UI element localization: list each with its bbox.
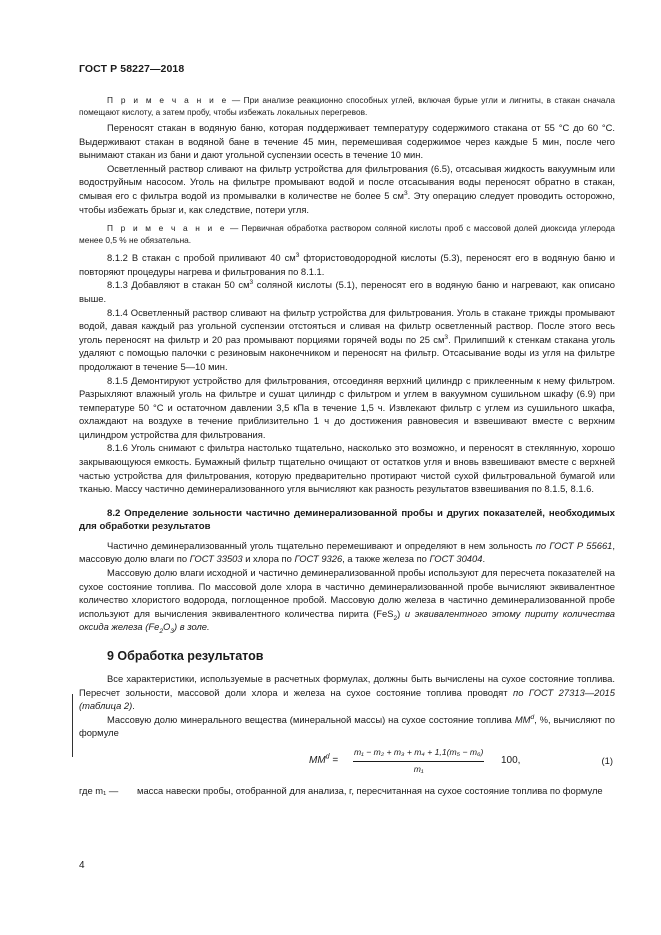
section-heading-9: 9 Обработка результатов: [107, 649, 264, 663]
note-text: — Первичная обработка раствором соляной кислоты проб с массовой долей диоксида углерода менее 0,5 % не обязательна.: [79, 223, 615, 246]
paragraph-water-bath: Переносят стакан в водяную баню, которая поддерживает температуру содержимого стакана от 55 °С до 60 °С. Выдерживают стакан в водяной бане в течение 45 мин, перемешивая содержимое через каждые 5 мин, после чего вынимают стакан из бани и дают угольной суспензии осесть в течение 10 мин.: [79, 122, 615, 161]
formula-number: (1): [601, 754, 613, 766]
paragraph-dry-basis: Все характеристики, используемые в расчетных формулах, должны быть вычислены на сухое состояние топлива. Пересчет зольности, массовой доли хлора и железа на сухое состояние топлива проводят по ГОСТ 27313—2015 (таблица 2).: [79, 673, 615, 712]
paragraph-ash-determination: Частично деминерализованный уголь тщательно перемешивают и определяют в нем зольность по ГОСТ Р 55661, массовую долю влаги по ГОСТ 33503 и хлора по ГОСТ 9326, а также железа по ГОСТ 30404.: [79, 539, 615, 565]
document-body: [79, 94, 615, 798]
paragraph-moisture-use: Массовую долю влаги исходной и частично деминерализованной пробы используют для пересчета показателей на сухое состояние топлива. По массовой доле хлора в частично деминерализованной пробе вычисляют эквивалентное количество хлористого водорода, поглощенное пробой. Массовую долю железа в частично деминерализованной пробе используют для вычисления эквивалентного количества пирита (FeS$_2$) и эквивалентного этому пириту количества оксида железа $(Fe_2O_3)$ в золе.: [79, 567, 615, 636]
formula-numerator: m₁ − m₂ + m₃ + m₄ + 1,1(m₅ − m₆): [353, 746, 484, 762]
standard-ref: по ГОСТ 27313—2015 (таблица 2): [79, 686, 615, 712]
change-bar: [72, 694, 73, 757]
clause-8-1-4: 8.1.4 Осветленный раствор сливают на фильтр устройства для фильтрования. Уголь в стакане трижды промывают водой, давая каждый раз угольной суспензии отстояться и сливая на фильтр осветленный раствор. После этого весь уголь переносят на фильтр и 20 раз промывают порциями горячей воды по 25 $см^3$. Прилипший к стенкам стакана уголь удаляют с помощью палочки с резиновым наконечником и переносят на фильтр. Отсасывание воды из угля на фильтре продолжают в течение 5—10 мин.: [79, 306, 616, 372]
standard-ref: ГОСТ 9326: [294, 553, 343, 565]
note-label: П р и м е ч а н и е: [107, 223, 227, 234]
clause-8-1-2: 8.1.2 В стакан с пробой приливают 40 $см^3$ фтористоводородной кислоты (5.3), переносят его в водяную баню и повторяют процедуры нагрева и фильтрования по 8.1.1.: [79, 252, 615, 277]
note-text: — При анализе реакционно способных углей, включая бурые угли и лигниты, в стакан сначала помещают кислоту, а затем пробу, чтобы избежать локальных перегревов.: [79, 95, 615, 117]
standard-ref: ГОСТ 33503: [189, 553, 243, 565]
running-header: ГОСТ Р 58227—2018: [79, 63, 185, 75]
note-label: П р и м е ч а н и е: [107, 95, 229, 105]
clause-8-1-5: 8.1.5 Демонтируют устройство для фильтрования, отсоединяя верхний цилиндр с приклеенным к нему фильтром. Разрыхляют влажный уголь на фильтре и сушат цилиндр с фильтром и углем в вакуумном сушильном шкафу (6.9) при температуре 50 °С и остаточном давлении 3,5 кПа в течение 1,5 ч. Извлекают фильтр с углем из сушильного шкафа, охлаждают на воздухе в течение приблизительно 1 ч до достижения равновесия и взвешивают вместе с верхним цилиндром устройства для фильтрования.: [79, 374, 615, 440]
variable-description: масса навески пробы, отобранной для анализа, г, пересчитанная на сухое состояние топлива по формуле: [137, 784, 603, 796]
clause-8-1-3: 8.1.3 Добавляют в стакан 50 $см^3$ соляной кислоты (5.1), переносят его в водяную баню и нагревают, как описано выше.: [79, 279, 615, 304]
formula-1: [79, 740, 615, 784]
formula-denominator: m₁: [413, 763, 424, 774]
formula-fraction: [353, 746, 484, 776]
variable-symbol: где m₁ —: [79, 784, 119, 796]
standard-ref: по ГОСТ Р 55661: [535, 539, 613, 551]
page-number: 4: [79, 860, 85, 871]
standard-ref: ГОСТ 30404: [429, 553, 483, 565]
section-heading-8-2: 8.2 Определение зольности частично деминерализованной пробы и других показателей, необходимых для обработки результатов: [79, 507, 615, 533]
paragraph-filtering: Осветленный раствор сливают на фильтр устройства для фильтрования (6.5), отсасывая жидкость вакуумным или водоструйным насосом. Уголь на фильтре промывают водой и после отсасывания воды переносят обратно в стакан, смывая его с фильтра водой из промывалки в количестве не более 5 $см^3$. Эту операцию следует проводить осторожно, чтобы избежать брызг и, как следствие, потери угля.: [79, 162, 615, 215]
formula-lhs: $MM^d$ =: [309, 753, 339, 766]
note-acid-order: [79, 94, 615, 118]
clause-8-1-6: 8.1.6 Уголь снимают с фильтра настолько тщательно, насколько это возможно, и переносят в стеклянную, хорошо закрывающуюся емкость. Бумажный фильтр тщательно очищают от остатков угля и вновь взвешивают вместе с верхней частью устройства для фильтрования, которую предварительно протирают чистой сухой фильтровальной бумагой или тканью. Массу частично деминерализованного угля вычисляют как разность результатов взвешивания по 8.1.5, 8.1.6.: [79, 442, 615, 495]
variable-explanation: [79, 784, 615, 798]
note-primary-treatment: [79, 222, 615, 246]
paragraph-mineral-matter: Массовую долю минерального вещества (минеральной массы) на сухое состояние топлива $MM^d$, %, вычисляют по формуле: [79, 713, 615, 739]
formula-rhs: 100,: [501, 754, 521, 766]
